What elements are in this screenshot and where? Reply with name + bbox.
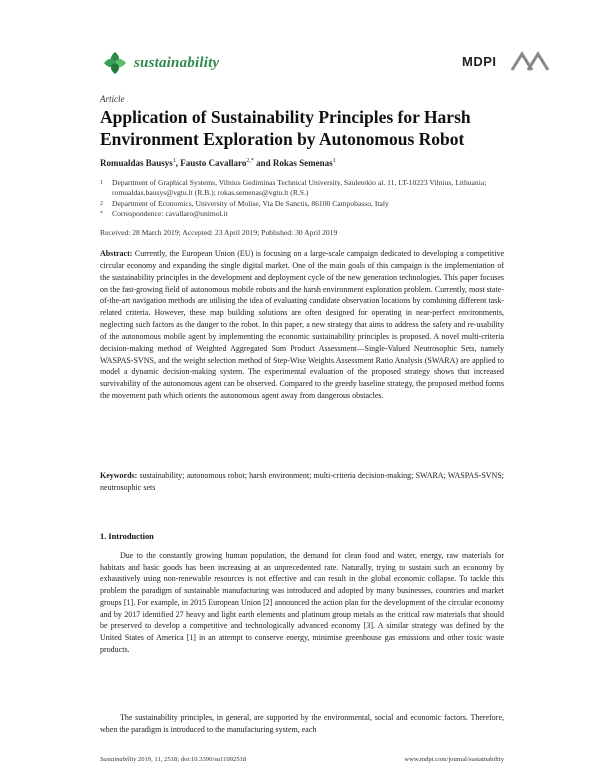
article-title: Application of Sustainability Principles for Harsh Environment Exploration by Autonomous Robot <box>100 107 471 149</box>
author-separator: , <box>175 158 181 168</box>
publication-dates: Received: 28 March 2019; Accepted: 23 April 2019; Published: 30 April 2019 <box>100 228 338 237</box>
affiliation-text: Department of Graphical Systems, Vilnius Gediminas Technical University, Sauletekio al. 11, LT-10223 Vilnius, Lithuania; romualdas.bausys@vgtu.lt (R.B.); rokas.semenas@vgtu.lt (R.S.) <box>112 178 487 198</box>
body-paragraph: Due to the constantly growing human population, the demand for clean food and water, energy, raw materials for habitats and basic goods has been increasing at an unprecedented rate. Naturally, trying to sustain such an economy by exhaustively using non-renewable resources is not effective and can result in the global economic collapse. To tackle this problem the paradigm of sustainable manufacturing was introduced and adopted by many businesses, countries and market groups [1]. For example, in 2015 European Union [2] announced the action plan for the development of the circular economy and by 2017 identified 27 heavy and light earth elements and platinum group metals as the critical raw materials that should be preserved to develop a competitive and technologically advanced economy [3]. A similar strategy was defined by the United States of America [1] in an attempt to conserve energy, minimise greenhouse gas emissions and other toxic waste products. <box>100 551 504 654</box>
body-paragraph: The sustainability principles, in general, are supported by the environmental, social and economic factors. Therefore, when the paradigm is introduced to the manufacturing system, each <box>100 713 504 734</box>
author-name: Romualdas Bausys <box>100 158 173 168</box>
author-name: Rokas Semenas <box>272 158 333 168</box>
keywords-text: sustainability; autonomous robot; harsh environment; multi-criteria decision-making; SWARA; WASPAS-SVNS; neutrosophic sets <box>100 471 505 492</box>
author-affil-mark: 2,* <box>246 158 254 164</box>
affiliation-item <box>100 199 520 209</box>
footer-url-link[interactable]: www.mdpi.com/journal/sustainability <box>404 756 504 763</box>
publisher-logo-icon[interactable] <box>508 48 552 78</box>
footer-citation <box>100 756 246 763</box>
abstract <box>100 248 504 402</box>
keywords-label: Keywords: <box>100 471 138 480</box>
author-and: and <box>253 158 273 168</box>
affiliations <box>100 178 520 220</box>
author-affil-mark: 1 <box>332 158 336 164</box>
journal-leaf-icon <box>100 48 130 78</box>
affiliation-item <box>100 178 520 199</box>
publisher-name: MDPI <box>462 54 497 69</box>
affiliation-number: 1 <box>100 180 103 186</box>
author-affil-mark: 1 <box>172 158 176 164</box>
affiliation-item <box>100 209 520 219</box>
correspondence-text[interactable]: Correspondence: cavallaro@unimol.it <box>112 209 228 219</box>
keywords <box>100 470 504 494</box>
footer-citation-text: 2019, 11, 2518; doi:10.3390/su11092518 <box>136 756 247 763</box>
affiliation-text: Department of Economics, University of Molise, Via De Sanctis, 86100 Campobasso, Italy <box>112 198 389 208</box>
affiliation-number: * <box>100 211 103 218</box>
journal-logo[interactable] <box>100 46 260 80</box>
journal-name: sustainability <box>134 54 220 71</box>
section-heading: 1. Introduction <box>100 532 154 541</box>
abstract-label: Abstract: <box>100 249 133 258</box>
author-name: Fausto Cavallaro <box>180 158 247 168</box>
abstract-text: Currently, the European Union (EU) is focusing on a large-scale campaign dedicated to developing a competitive circular economy and expanding the single digital market. One of the main goals of this campaign is the implementation of the sustainability principles in the development and deployment cycle of the new generation technologies. This paper focuses on the fast-growing field of autonomous mobile robots and the harsh environment exploration problem. Currently, most state-of-the-art navigation methods are utilising the idea of evaluating candidate observation locations by combining different task-related criteria. However, these map building solutions are often designed for operating in near-perfect environments, neglecting such factors as the danger to the robot. In this paper, a new strategy that aims to address the safety and re-usability of the autonomous mobile agent by implementing the economic sustainability principles is proposed. A novel multi-criteria decision-making method of Weighted Aggregated Sum Product Assessment—Single-Valued Neutrosophic Sets, namely WASPAS-SVNS, and the weight selection method of Step-Wise Weights Assessment Ratio Analysis (SWARA) are applied to model a dynamic decision-making system. The experimental evaluation of the proposed strategy shows that increased survivability of the autonomous agent can be observed. Compared to the greedy baseline strategy, the proposed method forms the movement path which orients the autonomous agent away from dangerous obstacles. <box>100 249 504 401</box>
affiliation-number: 2 <box>100 200 103 207</box>
footer-journal: Sustainability <box>100 756 137 763</box>
article-type: Article <box>100 94 125 104</box>
author-list <box>100 158 336 168</box>
